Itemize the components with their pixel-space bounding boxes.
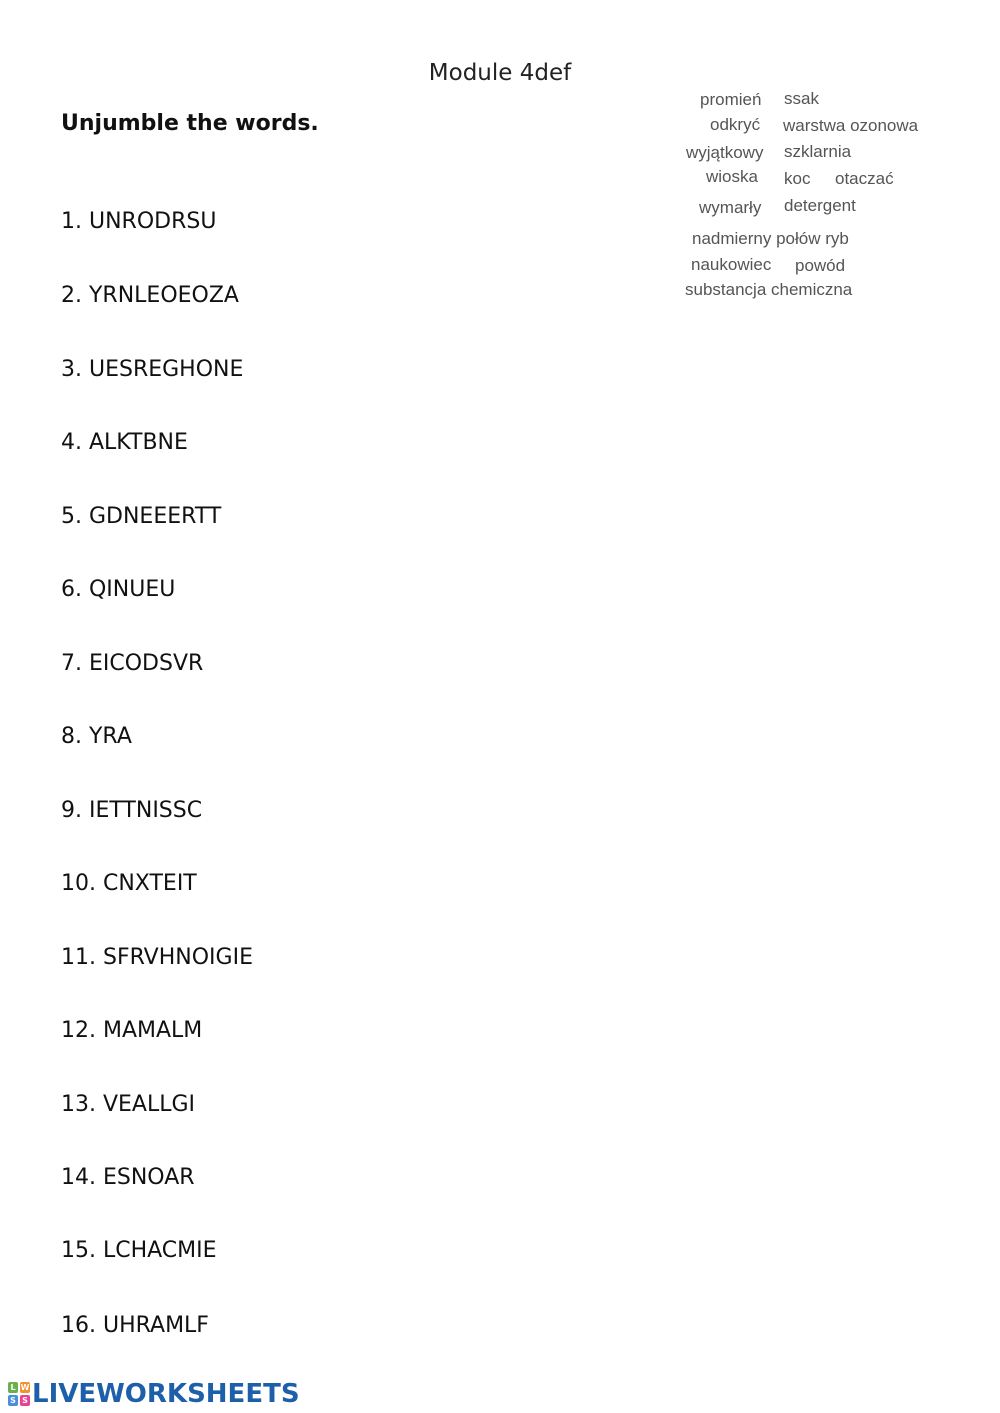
word-bank-item: wymarły <box>699 198 762 217</box>
word-item-2: 2. YRNLEOEOZA <box>61 283 239 308</box>
word-bank-item: naukowiec <box>691 255 772 274</box>
word-bank-item: szklarnia <box>784 142 852 161</box>
logo-text: LIVEWORKSHEETS <box>32 1379 300 1409</box>
word-bank-item: nadmierny połów ryb <box>692 229 849 248</box>
word-item-15: 15. LCHACMIE <box>61 1238 217 1263</box>
liveworksheets-logo[interactable] <box>8 1380 300 1408</box>
word-item-4: 4. ALKTBNE <box>61 430 188 455</box>
page-title: Module 4def <box>428 60 572 86</box>
word-item-6: 6. QINUEU <box>61 577 176 602</box>
logo-mark-icon: L W S S <box>8 1382 30 1406</box>
word-bank-item: warstwa ozonowa <box>783 116 919 135</box>
word-bank-item: koc <box>784 169 811 188</box>
word-item-14: 14. ESNOAR <box>61 1165 195 1190</box>
word-item-12: 12. MAMALM <box>61 1018 203 1043</box>
word-bank-item: powód <box>795 256 846 275</box>
word-bank-item: wyjątkowy <box>686 143 764 162</box>
word-item-16: 16. UHRAMLF <box>61 1313 209 1338</box>
instruction-heading: Unjumble the words. <box>61 111 319 136</box>
word-bank-item: substancja chemiczna <box>685 280 853 299</box>
word-bank-item: detergent <box>784 196 856 215</box>
word-item-5: 5. GDNEEERTT <box>61 504 222 529</box>
word-bank-item: odkryć <box>710 115 761 134</box>
word-item-11: 11. SFRVHNOIGIE <box>61 945 253 970</box>
word-bank-item: promień <box>700 90 762 109</box>
word-item-9: 9. IETTNISSC <box>61 798 203 823</box>
word-item-1: 1. UNRODRSU <box>61 209 217 234</box>
word-item-7: 7. EICODSVR <box>61 651 204 676</box>
word-item-13: 13. VEALLGI <box>61 1092 196 1117</box>
word-bank-item: wioska <box>706 167 758 186</box>
word-bank-item: otaczać <box>835 169 894 188</box>
word-item-8: 8. YRA <box>61 724 132 749</box>
word-bank-item: ssak <box>784 89 819 108</box>
word-item-10: 10. CNXTEIT <box>61 871 197 896</box>
word-item-3: 3. UESREGHONE <box>61 357 244 382</box>
